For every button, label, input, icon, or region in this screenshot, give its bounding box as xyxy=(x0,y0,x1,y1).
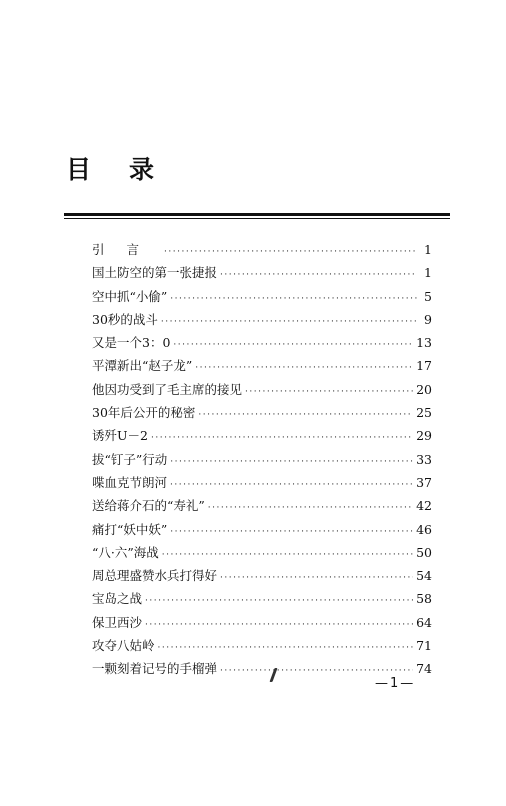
toc-entry xyxy=(92,448,432,471)
dot-leader xyxy=(220,264,417,287)
dot-leader xyxy=(145,614,413,637)
toc-entry xyxy=(92,611,432,634)
toc-entry-title: 30年后公开的秘密 xyxy=(92,405,196,421)
dot-leader xyxy=(170,451,413,474)
toc-entry-title: 国土防空的第一张捷报 xyxy=(92,265,218,281)
toc-entry-title: 一颗刻着记号的手榴弹 xyxy=(92,661,218,677)
toc-entry-title: 30秒的战斗 xyxy=(92,311,158,327)
toc-entry-page: 1 xyxy=(424,265,432,281)
toc-entry-page: 58 xyxy=(416,591,432,607)
toc-entry-page: 29 xyxy=(416,428,432,444)
toc-entry-page: 50 xyxy=(416,544,432,560)
toc-entry-page: 54 xyxy=(416,568,432,584)
toc-entry-title: 平潭新出“赵子龙” xyxy=(92,358,193,374)
toc-entry xyxy=(92,424,432,447)
toc-entry xyxy=(92,587,432,610)
toc-entry-title: 攻夺八姑岭 xyxy=(92,638,155,654)
toc-entry-title: 引言 xyxy=(92,242,162,257)
dot-leader xyxy=(170,521,413,544)
toc-heading: 目录 xyxy=(66,155,193,184)
toc-entry-page: 71 xyxy=(416,638,432,654)
toc-entry xyxy=(92,285,432,308)
toc-entry-title: “八·六”海战 xyxy=(92,544,159,560)
toc-entry-title: 空中抓“小偷” xyxy=(92,288,168,304)
toc-entry xyxy=(92,541,432,564)
toc-entry xyxy=(92,331,432,354)
toc-entry-page: 20 xyxy=(416,381,432,397)
toc-entry-title: 宝岛之战 xyxy=(92,591,143,607)
toc-entry-page: 13 xyxy=(416,335,432,351)
toc-list xyxy=(92,238,432,681)
toc-entry xyxy=(92,494,432,517)
toc-entry-title: 又是一个3：0 xyxy=(92,335,171,351)
toc-entry-page: 37 xyxy=(416,474,432,490)
dot-leader xyxy=(173,334,413,357)
toc-entry-page: 17 xyxy=(416,358,432,374)
toc-entry xyxy=(92,564,432,587)
heading-rule-thin xyxy=(64,218,450,219)
toc-entry-page: 64 xyxy=(416,614,432,630)
toc-entry xyxy=(92,261,432,284)
dot-leader xyxy=(170,474,413,497)
toc-entry-page: 9 xyxy=(424,311,432,327)
toc-entry-page: 74 xyxy=(416,661,432,677)
toc-entry xyxy=(92,518,432,541)
toc-entry-title: 诱歼U－2 xyxy=(92,428,148,444)
toc-entry-page: 25 xyxy=(416,405,432,421)
toc-entry xyxy=(92,238,432,261)
dot-leader xyxy=(208,497,413,520)
dot-leader xyxy=(220,567,413,590)
dot-leader xyxy=(245,381,413,404)
toc-entry-title: 痛打“妖中妖” xyxy=(92,521,168,537)
toc-entry xyxy=(92,471,432,494)
toc-entry-page: 46 xyxy=(416,521,432,537)
dot-leader xyxy=(145,590,413,613)
toc-entry-page: 1 xyxy=(424,242,432,257)
toc-entry-title: 拔“钉子”行动 xyxy=(92,451,168,467)
toc-entry-page: 5 xyxy=(424,288,432,304)
dot-leader xyxy=(170,288,417,311)
toc-entry xyxy=(92,308,432,331)
dot-leader xyxy=(161,311,417,334)
toc-entry-title: 保卫西沙 xyxy=(92,614,143,630)
toc-entry-title: 送给蒋介石的“寿礼” xyxy=(92,498,205,514)
toc-entry xyxy=(92,378,432,401)
toc-entry xyxy=(92,401,432,424)
toc-entry xyxy=(92,634,432,657)
heading-rule-thick xyxy=(64,213,450,216)
toc-entry-title: 周总理盛赞水兵打得好 xyxy=(92,568,218,584)
page-number: —1— xyxy=(375,676,416,691)
toc-entry xyxy=(92,354,432,377)
dot-leader xyxy=(151,427,413,450)
toc-entry-title: 喋血克节朗河 xyxy=(92,474,168,490)
toc-entry-page: 33 xyxy=(416,451,432,467)
dot-leader xyxy=(198,404,413,427)
toc-entry-page: 42 xyxy=(416,498,432,514)
toc-entry-title: 他因功受到了毛主席的接见 xyxy=(92,381,243,397)
